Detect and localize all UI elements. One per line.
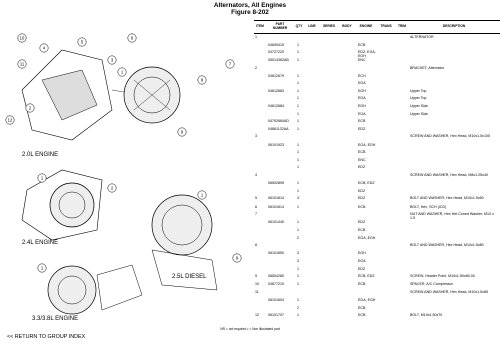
desc-cell: SCREW AND WASHER, Hex Head, M10x1.5x85 — [410, 290, 488, 294]
qty-cell: 1 — [297, 274, 299, 279]
engine-group-3.3 — [48, 265, 142, 314]
qty-cell: 1 — [297, 266, 299, 271]
engine-cell: ECH — [358, 73, 366, 78]
engine-cell: EDZ — [358, 165, 366, 170]
qty-cell: 2 — [297, 305, 299, 310]
engine-cell: EGH — [358, 88, 366, 93]
part-cell: 04727220 — [268, 50, 284, 55]
desc-cell: NUT AND WASHER, Hex Hel-Coned Washer, M10 x 1.5 — [410, 212, 494, 221]
qty-cell: 1 — [297, 188, 299, 193]
engine-cell: EGA — [358, 96, 366, 101]
item-cell: 11 — [255, 290, 259, 294]
callout-number: 8 — [200, 77, 204, 83]
callout-number: 1 — [120, 69, 124, 75]
part-cell: 06101650 — [268, 251, 284, 256]
item-cell: 4 — [255, 173, 257, 177]
item-cell: 6 — [255, 204, 257, 209]
engine-cell: EGA — [358, 81, 366, 86]
qty-cell: 1 — [297, 228, 299, 232]
engine-cell: ECB — [358, 282, 366, 287]
callout-number: 1 — [40, 175, 44, 181]
callout-number: 2 — [28, 105, 32, 111]
callout-number: 1 — [40, 265, 44, 271]
exploded-diagram — [2, 20, 254, 333]
desc-cell: Upper Side — [410, 111, 428, 116]
qty-cell: 3 — [297, 196, 299, 201]
qty-cell: 3 — [297, 259, 299, 263]
engine-cell: EGA, EGH — [358, 298, 376, 303]
return-to-group-index-link[interactable]: << RETURN TO GROUP INDEX — [7, 334, 86, 340]
part-cell: 04861132AA — [268, 126, 289, 131]
desc-cell: ALTERNATOR — [410, 35, 434, 39]
qty-cell: 1 — [297, 96, 299, 101]
callout-number: 9 — [180, 129, 184, 135]
callout-number: 5 — [80, 39, 84, 45]
qty-cell: 1 — [297, 150, 299, 155]
desc-cell: Upper Top — [410, 88, 427, 93]
part-cell: 04612679 — [268, 73, 284, 78]
engine-cell: EGH — [358, 104, 366, 108]
callout-number: 11 — [19, 61, 25, 67]
qty-cell: 1 — [297, 126, 299, 131]
part-cell: 04609415 — [268, 42, 284, 47]
engine-cell: EDZ — [358, 196, 366, 201]
desc-cell: BOLT, Hex, SCH (ICD) — [410, 204, 447, 209]
qty-cell: 1 — [297, 204, 299, 209]
part-cell: 06101614 — [268, 204, 284, 209]
item-cell: 8 — [255, 243, 257, 248]
qty-cell: 1 — [297, 50, 299, 55]
engine-cell: ENC — [358, 157, 366, 162]
engine-cell: ENC — [358, 58, 366, 63]
part-cell: 04677210 — [268, 282, 284, 287]
desc-cell: BOLT AND WASHER, Hex Head, M10x1.5x50 — [410, 196, 484, 201]
part-cell: 06504280 — [268, 274, 284, 279]
engine-cell: ECB — [358, 305, 366, 310]
engine-cell: EDZ — [358, 266, 366, 271]
engine-cell: EGA — [358, 259, 366, 263]
qty-cell: 1 — [297, 42, 299, 47]
qty-cell: 1 — [297, 282, 299, 287]
engine-label: 2.5L DIESEL — [172, 274, 207, 280]
qty-cell: 1 — [297, 298, 299, 303]
callout-number: 7 — [228, 61, 232, 67]
part-cell: 06101604 — [268, 298, 284, 303]
qty-cell: 1 — [297, 111, 299, 116]
callout-number: 9 — [235, 255, 239, 261]
qty-cell: 1 — [297, 73, 299, 78]
footnote: NR = not required • = Non illustrated part — [220, 327, 280, 331]
callout-number: 2 — [110, 185, 114, 191]
engine-cell: ECB — [358, 204, 366, 209]
part-cell: 05014362AB — [268, 58, 289, 63]
part-cell: 06101923 — [268, 142, 284, 147]
engine-cell: EGA, EGH — [358, 235, 376, 240]
desc-cell: SCREW AND WASHER, Hex Head, M8x1.25x40 — [410, 173, 488, 177]
column-header: TRIM — [397, 24, 407, 29]
engine-cell: ECB — [358, 313, 366, 318]
item-cell: 9 — [255, 274, 257, 279]
column-header: ENGINE — [359, 24, 373, 29]
desc-cell: Upper Top — [410, 96, 427, 101]
desc-cell: Upper Side — [410, 104, 428, 108]
qty-cell: 1 — [297, 220, 299, 225]
engine-cell: ECB, EDZ — [358, 274, 375, 279]
part-cell: 06502895 — [268, 181, 284, 186]
engine-cell: EGA, EGH — [358, 142, 376, 147]
engine-cell: ECB, EDZ — [358, 181, 375, 186]
qty-cell: 1 — [297, 119, 299, 124]
part-cell: 04612684 — [268, 104, 284, 108]
desc-cell: BOLT, M10x1.50x70 — [410, 313, 443, 318]
column-header: TRANS — [380, 24, 392, 29]
part-cell: 04792660AD — [268, 119, 289, 124]
parts-table — [254, 20, 500, 334]
engine-group-2.0l — [19, 50, 180, 140]
callout-number: 12 — [7, 117, 13, 123]
column-header: PART NUMBER — [272, 22, 288, 30]
desc-cell: BOLT AND WASHER, Hex Head, M10x1.5x80 — [410, 243, 484, 248]
part-cell: 06101614 — [268, 196, 284, 201]
item-cell: 7 — [255, 212, 257, 217]
engine-label: 2.4L ENGINE — [22, 240, 59, 246]
table-header — [254, 20, 500, 34]
column-header: QTY — [295, 24, 303, 29]
qty-cell: 1 — [297, 181, 299, 186]
item-cell: 2 — [255, 66, 257, 70]
engine-label: 3.3/3.8L ENGINE — [32, 316, 79, 322]
desc-cell: BRACKET, Alternator — [410, 66, 444, 70]
engine-cell: ECB — [358, 119, 366, 124]
column-header: DESCRIPTION — [442, 24, 466, 29]
engine-cell: ECB — [358, 150, 366, 155]
column-header: BODY — [342, 24, 352, 29]
qty-cell: 1 — [297, 58, 299, 63]
qty-cell: 1 — [297, 157, 299, 162]
engine-cell: EDZ — [358, 220, 366, 225]
engine-cell: EDZ, EGA, EGH — [358, 50, 376, 59]
callout-number: 10 — [19, 35, 25, 41]
callout-number: 1 — [200, 192, 204, 198]
qty-cell: 3 — [297, 251, 299, 256]
item-cell: 1 — [255, 35, 257, 39]
qty-cell: 1 — [297, 313, 299, 318]
column-header: SERIES — [322, 24, 336, 29]
page-title: Alternators, All Engines — [213, 2, 287, 9]
column-header: LINE — [308, 24, 316, 29]
item-cell: 10 — [255, 282, 259, 287]
item-cell: 5 — [255, 196, 257, 201]
item-cell: 3 — [255, 134, 257, 139]
engine-cell: EGH — [358, 251, 366, 256]
qty-cell: 1 — [297, 88, 299, 93]
desc-cell: SCREW, Header Point, M10x1.50x80.00 — [410, 274, 475, 279]
part-cell: 04612683 — [268, 88, 284, 93]
engine-cell: ECB — [358, 228, 366, 232]
qty-cell: 1 — [297, 81, 299, 86]
callout-number: 6 — [130, 35, 134, 41]
qty-cell: 1 — [297, 104, 299, 108]
engine-group-2.4l — [22, 170, 102, 240]
engine-label: 2.0L ENGINE — [22, 152, 59, 158]
part-cell: 06101707 — [268, 313, 284, 318]
part-cell: 06101440 — [268, 220, 284, 225]
engine-cell: EDZ — [358, 126, 366, 131]
desc-cell: SCREW AND WASHER, Hex Head, M10x1.5x105 — [410, 134, 490, 139]
engine-cell: EGA — [358, 111, 366, 116]
desc-cell: SPACER, A/C Compressor — [410, 282, 453, 287]
item-cell: 12 — [255, 313, 259, 318]
engine-cell: EDZ — [358, 188, 366, 193]
callout-number: 4 — [42, 45, 46, 51]
figure-number: Figure 8-202 — [231, 9, 269, 16]
callout-number: 3 — [110, 57, 114, 63]
qty-cell: 2 — [297, 235, 299, 240]
engine-cell: ECB — [358, 42, 366, 47]
qty-cell: 1 — [297, 165, 299, 170]
qty-cell: 1 — [297, 142, 299, 147]
column-header: ITEM — [256, 24, 264, 29]
